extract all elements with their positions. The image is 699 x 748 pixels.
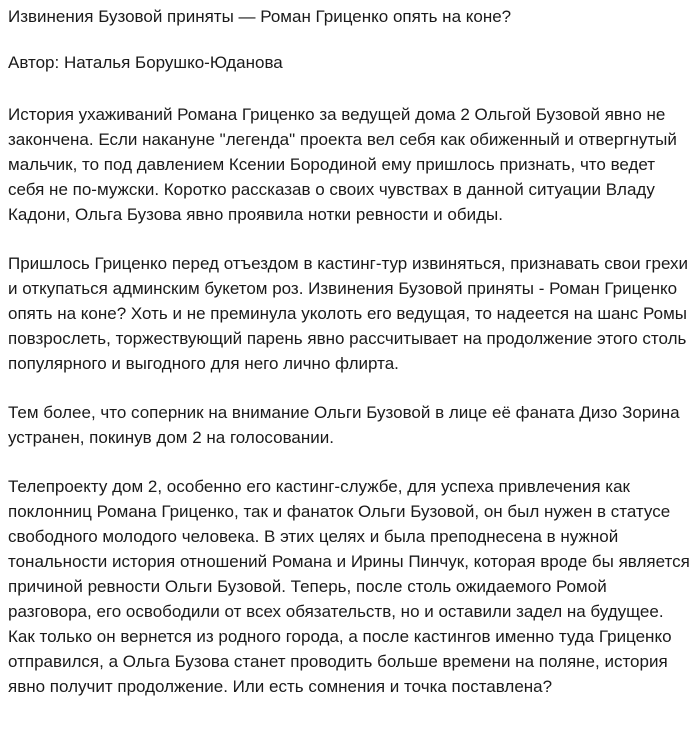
article-title: Извинения Бузовой приняты — Роман Гриценко опять на коне? [8, 7, 512, 26]
article-paragraph-1: История ухаживаний Романа Гриценко за ведущей дома 2 Ольгой Бузовой явно не закончена. Если накануне "легенда" проекта вел себя как обиженный и отвергнутый мальчик, то под давлением Ксении Бородиной ему пришлось признать, что ведет себя не по-мужски. Коротко рассказав о своих чувствах в данной ситуации Владу Кадони, Ольга Бузова явно проявила нотки ревности и обиды. [8, 105, 677, 224]
article-paragraph-2: Пришлось Гриценко перед отъездом в кастинг-тур извиняться, признавать свои грехи и откупаться админским букетом роз. Извинения Бузовой приняты - Роман Гриценко опять на коне? Хоть и не преминула уколоть его ведущая, то надеется на шанс Ромы повзрослеть, торжествующий парень явно рассчитывает на продолжение этого столь популярного и выгодного для него лично флирта. [8, 254, 689, 373]
article-byline: Автор: Наталья Борушко-Юданова [8, 53, 283, 72]
article-paragraph-3: Тем более, что соперник на внимание Ольги Бузовой в лице её фаната Дизо Зорина устранен, покинув дом 2 на голосовании. [8, 403, 680, 447]
article-paragraph-4: Телепроекту дом 2, особенно его кастинг-службе, для успеха привлечения как поклонниц Романа Гриценко, так и фанаток Ольги Бузовой, он был нужен в статусе свободного молодого человека. В этих целях и была преподнесена в нужной тональности история отношений Романа и Ирины Пинчук, которая вроде бы является причиной ревности Ольги Бузовой. Теперь, после столь ожидаемого Ромой разговора, его освободили от всех обязательств, но и оставили задел на будущее. Как только он вернется из родного города, а после кастингов именно туда Гриценко отправился, а Ольга Бузова станет проводить больше времени на поляне, история явно получит продолжение. Или есть сомнения и точка поставлена? [8, 477, 690, 696]
